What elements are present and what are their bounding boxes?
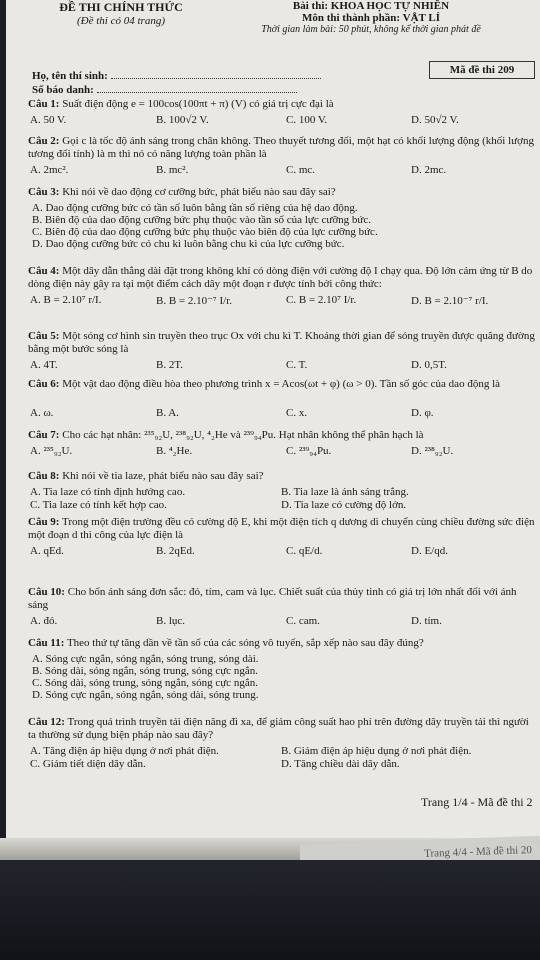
background-bag — [0, 860, 540, 960]
answer-option: A. 4T. — [30, 359, 58, 371]
time-note: Thời gian làm bài: 50 phút, không kể thời gian phát đề — [261, 24, 481, 35]
answer-option: C. Sóng dài, sóng trung, sóng ngắn, sóng cực ngắn. — [32, 677, 258, 689]
answer-option: C. x. — [286, 407, 308, 419]
answer-option: D. ²³⁸₉₂U. — [411, 445, 454, 457]
question-text: Một dây dẫn thẳng dài đặt trong không khí có dòng điện với cường độ I chạy qua. Độ lớn cảm ứng từ B do dòng điện này gây ra tại một điểm cách dây một đoạn r được tính bởi công thức: — [28, 265, 533, 290]
subject-title: Môn thi thành phần: VẬT LÍ — [301, 12, 441, 24]
answer-option: A. Tăng điện áp hiệu dụng ở nơi phát điện. — [30, 745, 219, 757]
question-label: Câu 6: — [28, 378, 60, 390]
answer-option: C. mc. — [286, 164, 316, 176]
answer-option: A. ω. — [30, 407, 54, 419]
question-label: Câu 7: — [28, 429, 60, 441]
answer-option: A. B = 2.10⁷ r/I. — [30, 294, 102, 306]
exam-paper — [6, 0, 540, 848]
question-text: Khi nói về dao động cơ cưỡng bức, phát biểu nào sau đây sai? — [62, 186, 336, 198]
answer-option: A. 2mc². — [30, 164, 69, 176]
answer-option: B. Sóng dài, sóng ngắn, sóng trung, sóng cực ngắn. — [32, 665, 258, 677]
question-label: Câu 5: — [28, 330, 60, 342]
answer-option: D. Sóng cực ngắn, sóng ngắn, sóng dài, sóng trung. — [32, 689, 259, 701]
answer-option: C. Biên độ của dao động cưỡng bức phụ thuộc vào biên độ của lực cưỡng bức. — [32, 226, 378, 238]
official-label: ĐỀ THI CHÍNH THỨC — [59, 0, 183, 14]
question-text: Một vật dao động điều hòa theo phương trình x = Acos(ωt + φ) (ω > 0). Tần số góc của dao động là — [62, 378, 501, 390]
answer-option: D. 0,5T. — [411, 359, 447, 371]
id-line — [32, 84, 297, 96]
question-text: Trong quá trình truyền tải điện năng đi xa, để giảm công suất hao phí trên đường dây truyền tải thì người ta thường sử dụng biện pháp nào sau đây? — [28, 716, 529, 741]
exam-title: Bài thi: KHOA HỌC TỰ NHIÊN — [292, 0, 450, 12]
answer-option: C. T. — [286, 359, 308, 371]
question-label: Câu 1: — [28, 98, 60, 110]
answer-option: A. Dao động cưỡng bức có tần số luôn bằng tần số riêng của hệ dao động. — [32, 202, 358, 214]
question-label: Câu 8: — [28, 470, 60, 482]
question-text: Trong một điện trường đều có cường độ E, khi một điện tích q dương di chuyển cùng chiều đường sức điện một đoạn d thì công của lực điện là — [28, 516, 535, 541]
answer-option: B. Tia laze là ánh sáng trắng. — [281, 486, 409, 498]
question-label: Câu 11: — [28, 637, 65, 649]
answer-option: B. 2T. — [156, 359, 183, 371]
question-label: Câu 9: — [28, 516, 60, 528]
question-text: Suất điện động e = 100cos(100πt + π) (V) có giá trị cực đại là — [62, 98, 334, 110]
question-8 — [28, 470, 538, 483]
question-11 — [28, 637, 538, 650]
question-1 — [28, 98, 538, 111]
answer-option: B. lục. — [156, 615, 186, 627]
header-right — [236, 0, 506, 35]
answer-option: B. ⁴₂He. — [156, 445, 193, 457]
question-label: Câu 4: — [28, 265, 60, 277]
name-line — [32, 70, 321, 82]
answer-option: D. tím. — [411, 615, 442, 627]
question-text: Gọi c là tốc độ ánh sáng trong chân không. Theo thuyết tương đối, một hạt có khối lượng động (khối lượng tương đối tính) là m thì nó có năng lượng toàn phần là — [28, 135, 534, 160]
question-5 — [28, 330, 538, 356]
question-text: Cho bốn ánh sáng đơn sắc: đỏ, tím, cam và lục. Chiết suất của thủy tinh có giá trị lớn nhất đối với ánh sáng — [28, 586, 517, 611]
question-label: Câu 12: — [28, 716, 65, 728]
answer-option: D. 50√2 V. — [411, 114, 459, 126]
answer-option: C. Giảm tiết diện dây dẫn. — [30, 758, 146, 770]
question-label: Câu 3: — [28, 186, 60, 198]
answer-option: C. qE/d. — [286, 545, 323, 557]
question-3 — [28, 186, 538, 199]
question-text: Theo thứ tự tăng dần về tần số của các sóng vô tuyến, sắp xếp nào sau đây đúng? — [66, 637, 424, 649]
answer-option: C. B = 2.10⁷ I/r. — [286, 294, 357, 306]
answer-option: B. Giảm điện áp hiệu dụng ở nơi phát điện. — [281, 745, 472, 757]
question-12 — [28, 716, 538, 742]
answer-option: A. ²³⁵₉₂U. — [30, 445, 73, 457]
question-2 — [28, 135, 538, 161]
answer-option: B. B = 2.10⁻⁷ I/r. — [156, 295, 233, 307]
answer-option: A. qEd. — [30, 545, 64, 557]
question-9 — [28, 516, 538, 542]
question-text: Khi nói về tia laze, phát biểu nào sau đây sai? — [62, 470, 264, 482]
question-4 — [28, 265, 538, 291]
answer-option: D. B = 2.10⁻⁷ r/I. — [411, 295, 489, 307]
answer-option: D. E/qd. — [411, 545, 448, 557]
answer-option: A. 50 V. — [30, 114, 67, 126]
page-footer: Trang 1/4 - Mã đề thi 2 — [421, 795, 533, 809]
answer-option: A. đỏ. — [30, 615, 58, 627]
answer-option: C. 100 V. — [286, 114, 328, 126]
answer-option: A. Sóng cực ngắn, sóng ngắn, sóng trung, sóng dài. — [32, 653, 259, 665]
id-label: Số báo danh: — [32, 84, 94, 96]
answer-option: D. Tăng chiều dài dây dẫn. — [281, 758, 400, 770]
answer-option: D. Tia laze có cường độ lớn. — [281, 499, 407, 511]
answer-option: B. Biên độ của dao động cưỡng bức phụ thuộc vào tần số của lực cưỡng bức. — [32, 214, 371, 226]
answer-option: B. mc². — [156, 164, 189, 176]
answer-option: A. Tia laze có tính định hướng cao. — [30, 486, 186, 498]
answer-option: D. φ. — [411, 407, 434, 419]
question-7 — [28, 429, 538, 442]
answer-option: D. 2mc. — [411, 164, 447, 176]
answer-option: B. A. — [156, 407, 179, 419]
question-10 — [28, 586, 538, 612]
question-text: Cho các hạt nhân: ²³⁵₉₂U, ²³⁸₉₂U, ⁴₂He và ²³⁹₉₄Pu. Hạt nhân không thể phân hạch là — [62, 429, 424, 441]
question-6 — [28, 378, 538, 391]
header-left — [36, 0, 206, 27]
answer-option: B. 2qEd. — [156, 545, 195, 557]
answer-option: C. ²³⁹₉₄Pu. — [286, 445, 332, 457]
question-label: Câu 10: — [28, 586, 65, 598]
answer-option: C. Tia laze có tính kết hợp cao. — [30, 499, 167, 511]
question-label: Câu 2: — [28, 135, 60, 147]
page-count: (Đề thi có 04 trang) — [77, 15, 165, 27]
answer-option: C. cam. — [286, 615, 320, 627]
answer-option: B. 100√2 V. — [156, 114, 209, 126]
under-page-footer: Trang 4/4 - Mã đề thi 20 — [423, 844, 533, 860]
question-text: Một sóng cơ hình sin truyền theo trục Ox với chu kì T. Khoảng thời gian để sóng truyền được quãng đường bằng một bước sóng là — [28, 330, 535, 355]
exam-code-box: Mã đề thi 209 — [429, 61, 535, 79]
answer-option: D. Dao động cưỡng bức có chu kì luôn bằng chu kì của lực cưỡng bức. — [32, 238, 345, 250]
name-label: Họ, tên thí sinh: — [32, 70, 108, 82]
